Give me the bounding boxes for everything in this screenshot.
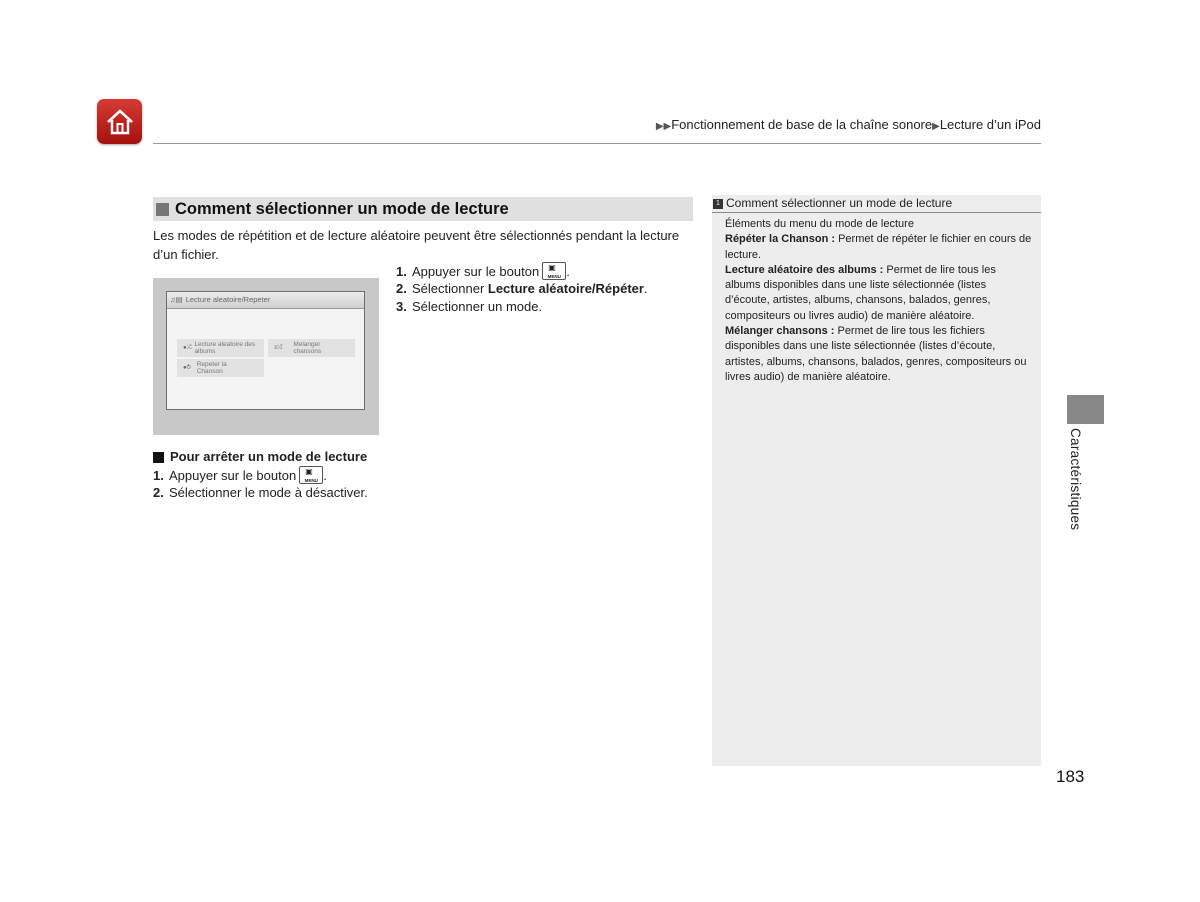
heading-square-icon (156, 203, 169, 216)
step-number: 2. (396, 281, 407, 296)
note-desc: Permet de lire tous les albums disponibles dans une liste sélectionnée (listes d’écoute, artistes, albums, chansons, balados, genres, compositeurs ou livres audio) de manière aléatoire. (725, 263, 996, 322)
menu-button-icon: ▣ MENU (542, 262, 566, 280)
side-tab-label[interactable]: Caractéristiques (1068, 428, 1083, 531)
note-marker-icon: 1 (713, 199, 723, 209)
screen-frame (166, 291, 365, 410)
music-note-icon: ♫▤ (170, 295, 183, 304)
option-shuffle-songs (268, 339, 355, 357)
note-header (712, 195, 1041, 213)
side-tab-marker[interactable] (1067, 395, 1104, 424)
subheading-square-icon (153, 452, 164, 463)
screen-title: Lecture aleatoire/Repeter (185, 295, 271, 304)
breadcrumb-arrow-icon: ▶ (932, 121, 940, 132)
step-text: Sélectionner le mode à désactiver. (169, 485, 368, 500)
note-term: Mélanger chansons : (725, 325, 835, 338)
section-title: Comment sélectionner un mode de lecture (175, 199, 509, 218)
option-label: Repeter la Chanson (196, 361, 227, 375)
option-label: Melanger chansons (293, 341, 322, 355)
steps-list (396, 262, 696, 316)
note-item (725, 324, 1033, 385)
stop-title: Pour arrêter un mode de lecture (170, 449, 368, 464)
note-item (725, 263, 1033, 324)
note-desc: Permet de lire tous les fichiers disponibles dans une liste sélectionnée (listes d’écoute, artistes, albums, chansons, balados, genres, compositeurs ou livres audio) de manière aléatoire. (725, 325, 1027, 383)
step-number: 3. (396, 299, 407, 314)
side-note-panel (712, 195, 1041, 766)
breadcrumb-item[interactable]: Fonctionnement de base de la chaîne sonore (671, 117, 933, 132)
breadcrumb (600, 117, 1041, 132)
step-item (396, 280, 696, 298)
step-suffix: . (323, 468, 327, 483)
step-emphasis: Lecture aléatoire/Répéter (487, 281, 644, 296)
header-divider (153, 143, 1041, 144)
option-album-shuffle (177, 339, 264, 357)
step-item (153, 466, 453, 484)
page-number: 183 (1056, 767, 1085, 786)
step-text: Sélectionner (412, 281, 488, 296)
repeat-icon: ●⥁ (183, 364, 191, 371)
step-number: 1. (396, 264, 407, 279)
step-suffix: . (566, 264, 570, 279)
breadcrumb-item[interactable]: Lecture d’un iPod (939, 117, 1041, 132)
stop-mode-block (153, 448, 453, 502)
note-item (725, 232, 1033, 263)
shuffle-album-icon: ●⤮ (183, 344, 192, 351)
screen-title-bar (167, 292, 364, 309)
step-number: 2. (153, 485, 164, 500)
shuffle-icon: ≡⤮ (274, 344, 283, 351)
step-number: 1. (153, 468, 164, 483)
note-desc: Permet de répéter le fichier en cours de lecture. (725, 233, 1032, 261)
step-item (153, 484, 453, 502)
step-text: Sélectionner un mode. (412, 299, 543, 314)
home-button[interactable] (97, 99, 142, 144)
note-term: Répéter la Chanson : (725, 233, 836, 246)
note-body (725, 217, 1033, 385)
stop-subheading (153, 448, 453, 466)
step-item (396, 262, 696, 280)
note-title[interactable]: Comment sélectionner un mode de lecture (726, 196, 953, 210)
section-heading (153, 197, 693, 221)
note-term: Lecture aléatoire des albums : (725, 263, 884, 276)
step-text: Appuyer sur le bouton (169, 468, 297, 483)
menu-button-label: MENU (547, 274, 561, 279)
option-repeat-song (177, 359, 264, 377)
note-intro: Éléments du menu du mode de lecture (725, 218, 914, 230)
menu-button-icon: ▣ MENU (299, 466, 323, 484)
home-icon (105, 108, 135, 136)
screen-illustration (153, 278, 379, 435)
menu-button-label: MENU (304, 478, 318, 483)
breadcrumb-arrow-icon: ▶▶ (655, 121, 672, 132)
intro-paragraph: Les modes de répétition et de lecture aléatoire peuvent être sélectionnés pendant la lecture d’un fichier. (153, 228, 680, 262)
step-suffix: . (643, 281, 648, 296)
option-label: Lecture aleatoire des albums (194, 341, 256, 355)
step-item (396, 298, 696, 316)
step-text: Appuyer sur le bouton (412, 264, 540, 279)
